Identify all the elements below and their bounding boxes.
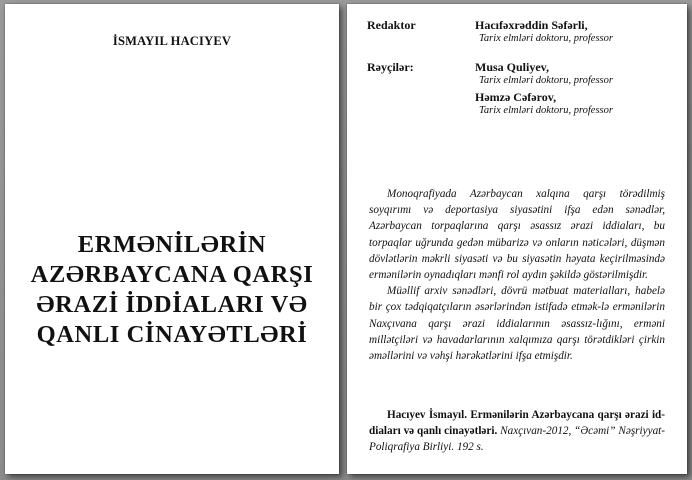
book-title	[5, 230, 339, 350]
reviewer-degree-row	[367, 75, 677, 90]
reviewer-name: Həmzə Cəfərov,	[475, 90, 557, 104]
reviewer-row	[367, 60, 677, 75]
title-line: ƏRAZİ İDDİALARI VƏ	[36, 291, 308, 318]
editor-degree-row	[367, 33, 677, 48]
title-line: QANLI CİNAYƏTLƏRİ	[36, 321, 308, 348]
abstract-paragraph: Monoqrafiyada Azərbaycan xalqına qarşı törədilmiş soyqırımı və deportasiya siyasətini ifşa edən sənədlər, Azərbaycan torpaqlarına qarşı əsassız ərazi iddiaları, bu torpaqlar uğrunda gedən mübarizə və onların nəticələri, düşmən dövlətlərin məkrli siyasəti və bu siyasətin həyata keçirilməsində ermənilərin oynadıqları mənfi rol aydın şəkildə göstərilmişdir.	[369, 188, 665, 282]
title-line: AZƏRBAYCANA QARŞI	[30, 261, 314, 288]
editor-label: Redaktor	[367, 18, 416, 32]
reviewers-label: Rəyçilər:	[367, 60, 414, 74]
title-line: ERMƏNİLƏRİN	[77, 231, 267, 258]
citation-author-title: Hacıyev İsmayıl. Ermənilərin Azərbaycana qarşı ərazi id-diaları və qanlı cinayətləri.	[369, 409, 665, 438]
imprint-page	[347, 4, 687, 474]
title-page	[5, 4, 339, 474]
abstract	[369, 186, 665, 364]
editor-degree: Tarix elmləri doktoru, professor	[479, 33, 613, 44]
credits-block	[367, 18, 677, 120]
reviewer-degree: Tarix elmləri doktoru, professor	[479, 75, 613, 86]
reviewer-row	[367, 90, 677, 105]
abstract-paragraph: Müəllif arxiv sənədləri, dövrü mətbuat materialları, habelə bir çox tədqiqatçıların əsərlərindən istifadə etmək-lə ermənilərin Naxçıvana qarşı ərazi iddialarının əsassız-lığını, erməni millətçiləri və havadarlarının xalqımıza qarşı törətdikləri çirkin əməllərini və vəhşi hərəkətlərini ifşa etmişdir.	[369, 285, 665, 363]
reviewer-degree: Tarix elmləri doktoru, professor	[479, 105, 613, 116]
author-name: İSMAYIL HACIYEV	[112, 34, 232, 48]
bibliographic-citation	[369, 407, 665, 456]
reviewer-name: Musa Quliyev,	[475, 60, 550, 74]
citation-publisher: Naxçıvan-2012, “Əcəmi” Nəşriyyat-Poliqrafiya Birliyi. 192 s.	[369, 425, 665, 454]
editor-row	[367, 18, 677, 33]
reviewer-degree-row	[367, 105, 677, 120]
editor-name: Hacıfəxrəddin Səfərli,	[475, 18, 588, 32]
